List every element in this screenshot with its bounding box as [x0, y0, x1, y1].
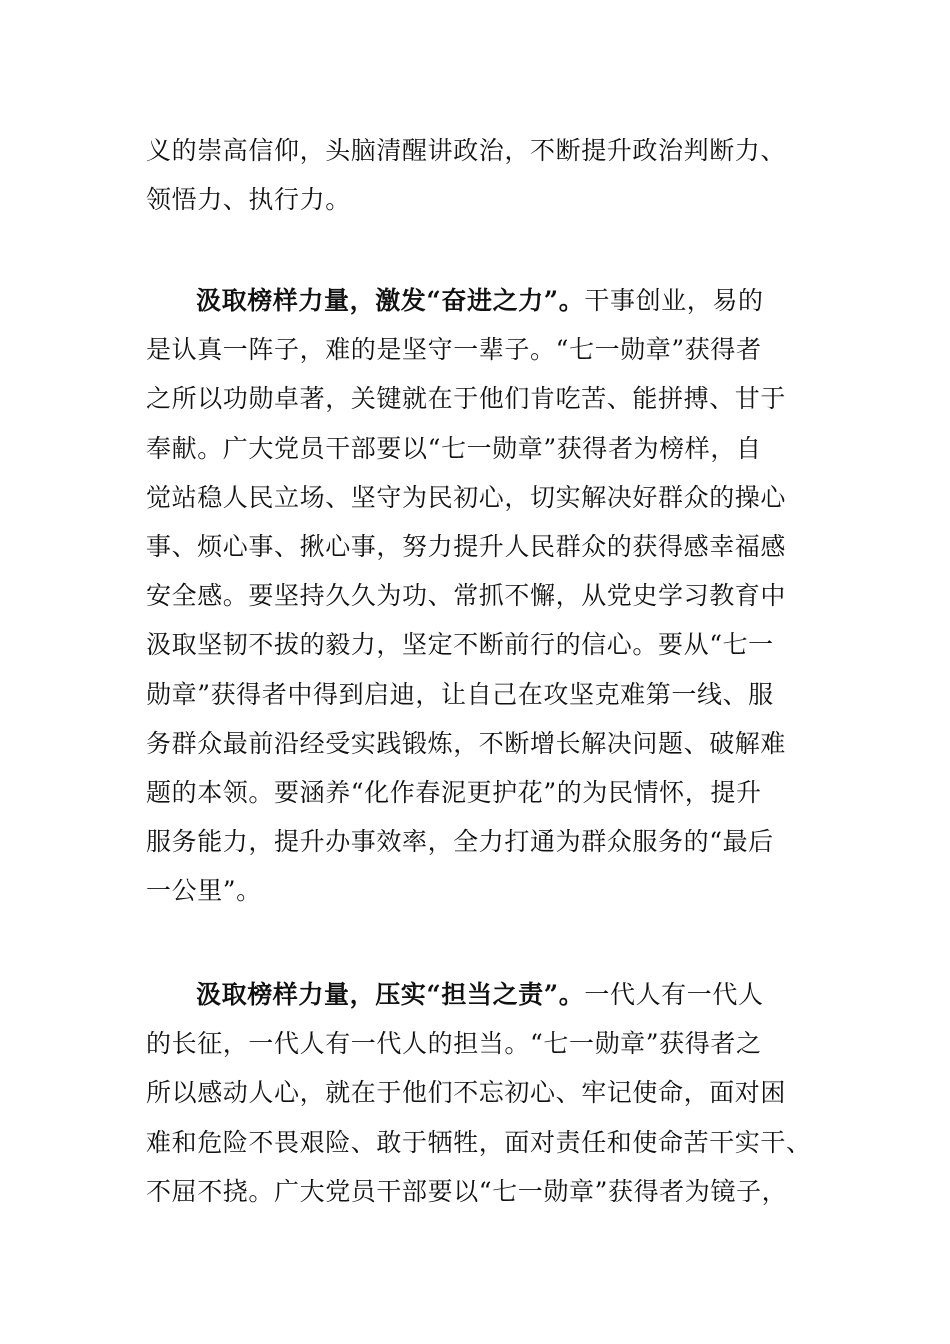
first-line: [146, 276, 806, 325]
paragraph-continued: [146, 126, 806, 224]
text-line: 题的本领。要涵养“化作春泥更护花”的为民情怀，提升: [146, 778, 762, 808]
text-line: 奉献。广大党员干部要以“七一勋章”获得者为榜样，自: [146, 433, 762, 463]
text-line: 勋章”获得者中得到启迪，让自己在攻坚克难第一线、服: [146, 679, 774, 709]
paragraph-heading: 汲取榜样力量，激发“奋进之力”。: [196, 286, 585, 315]
text-line: 所以感动人心，就在于他们不忘初心、牢记使命，面对困: [146, 1078, 787, 1108]
text-line: 觉站稳人民立场、坚守为民初心，切实解决好群众的操心: [146, 482, 787, 512]
paragraph-heading: 汲取榜样力量，压实“担当之责”。: [196, 980, 585, 1009]
text-line: 不屈不挠。广大党员干部要以“七一勋章”获得者为镜子，: [146, 1176, 788, 1206]
paragraph-fendou: [146, 276, 806, 916]
text-line: 一公里”。: [146, 876, 262, 906]
text-line: 的长征，一代人有一代人的担当。“七一勋章”获得者之: [146, 1029, 762, 1059]
text-run: 干事创业，易的: [584, 286, 764, 315]
text-line: 领悟力、执行力。: [146, 185, 351, 215]
text-line: 义的崇高信仰，头脑清醒讲政治，不断提升政治判断力、: [146, 136, 787, 165]
text-line: 务群众最前沿经受实践锻炼，不断增长解决问题、破解难: [146, 728, 787, 758]
text-line: 难和危险不畏艰险、敢于牺牲，面对责任和使命苦干实干、: [146, 1127, 812, 1157]
text-line: 服务能力，提升办事效率，全力打通为群众服务的“最后: [146, 827, 774, 857]
text-line: 汲取坚韧不拔的毅力，坚定不断前行的信心。要从“七一: [146, 630, 774, 660]
first-line: [146, 970, 806, 1019]
paragraph-dandang: [146, 970, 812, 1216]
text-line: 之所以功勋卓著，关键就在于他们肯吃苦、能拼搏、甘于: [146, 384, 787, 414]
text-line: 是认真一阵子，难的是坚守一辈子。“七一勋章”获得者: [146, 335, 762, 365]
text-run: 一代人有一代人: [584, 980, 764, 1009]
text-line: 安全感。要坚持久久为功、常抓不懈，从党史学习教育中: [146, 581, 787, 611]
text-line: 事、烦心事、揪心事，努力提升人民群众的获得感幸福感: [146, 532, 787, 562]
